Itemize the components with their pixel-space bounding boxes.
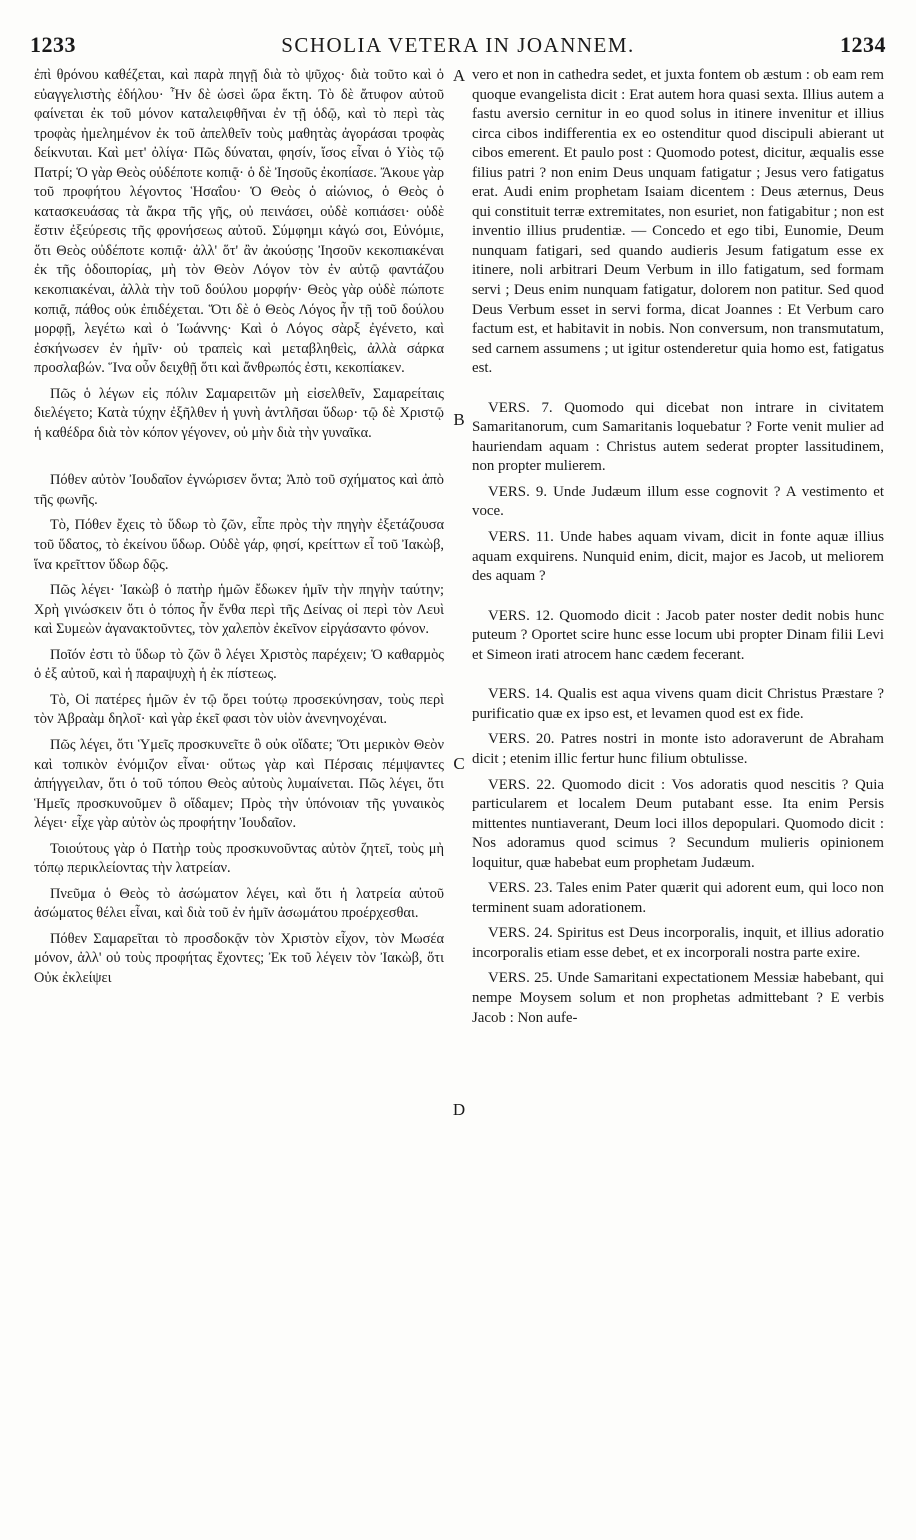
greek-paragraph: Πῶς λέγει· Ἰακὼβ ὁ πατὴρ ἡμῶν ἔδωκεν ἡμῖν τὴν πηγὴν ταύτην; Χρὴ γινώσκειν ὅτι ὁ τόπος ἦν ἔνθα περὶ τῆς Δείνας οἱ περὶ τὸν Λευὶ καὶ Συμεὼν ἀγανακτοῦντες, τὸν χαλεπὸν ἐκεῖνον εἰργάσαντο φόνον.: [34, 582, 444, 638]
running-title: SCHOLIA VETERA IN JOANNEM.: [281, 33, 635, 57]
greek-paragraph: Πόθεν Σαμαρεῖται τὸ προσδοκᾷν τὸν Χριστὸν εἶχον, τὸν Μωσέα μόνον, ἀλλ' οὐ τοὺς προφήτας ἔχοντες; Ἐκ τοῦ λέγειν τὸν Ἰακὼβ, ὅτι Οὐκ ἐκλείψει: [34, 930, 444, 986]
greek-paragraph: Τὸ, Οἱ πατέρες ἡμῶν ἐν τῷ ὄρει τούτῳ προσεκύνησαν, τοὺς περὶ τὸν Ἀβραὰμ δηλοῖ· καὶ γὰρ ἐκεῖ φασι τὸν υἱὸν ἀνενηνοχέναι.: [34, 691, 444, 728]
page-number-right: 1234: [840, 32, 886, 57]
latin-paragraph: VERS. 7. Quomodo qui dicebat non intrare in civitatem Samaritanorum, cum Samaritanis loquebatur ? Forte venit mulier ad hauriendam aquam : Christus autem sederat propter lassitudinem, non propter mulierem.: [472, 399, 884, 475]
latin-paragraph: VERS. 9. Unde Judæum illum esse cognovit ? A vestimento et voce.: [472, 483, 884, 520]
latin-paragraph: VERS. 14. Qualis est aqua vivens quam dicit Christus Præstare ? purificatio quæ ex ipso est, et levamen quod est ex fide.: [472, 686, 884, 722]
latin-paragraph: VERS. 20. Patres nostri in monte isto adoraverunt de Abraham dicit ; etenim illic fertur hunc filium obtulisse.: [472, 731, 884, 767]
greek-paragraph: Ποῖόν ἐστι τὸ ὕδωρ τὸ ζῶν ὃ λέγει Χριστὸς παρέχειν; Ὁ καθαρμὸς ὁ ἐξ αὐτοῦ, καὶ ἡ παραψυχὴ ἡ ἐκ πίστεως.: [34, 646, 444, 683]
latin-paragraph: VERS. 11. Unde habes aquam vivam, dicit in fonte aquæ illius aquam exquirens. Nunquid enim, dicit, major es Jacob, ut meliorem des aquam ?: [472, 529, 884, 585]
latin-paragraph: vero et non in cathedra sedet, et juxta fontem ob æstum : ob eam rem quoque evangelista dicit : Erat autem hora quasi sexta. Illius autem a fastu aversio cernitur in eo quod solus in itinere invenitur et illius circa cibos indifferentia ex eo ostenditur quod discipuli abierant ut cibos emerent. Et paulo post : Quomodo potest, dicitur, æqualis esse filius patri ? non enim Deus unquam fatigatur ; Jesus vero fatigatus erat. Audi enim prophetam Isaiam dicentem : Deus æternus, Deus qui constituit terræ extremitates, non esuriet, non fatigabitur ; non est inventio illius prudentiæ. — Concedo et ego tibi, Eunomie, Deum nunquam fatigari, sed quando audieris Jesum fatigatum esse ex itinere, noli arbitrari Deum Verbum in illo fatigatum, sed formam servi ; Deus enim nunquam fatigatur, dolorem non patitur. Sed quod Deus Verbum esset in servi forma, dicat Joannes : Et Verbum caro factum est, et habitavit in nobis. Non conversum, non transmutatum, sed carnem assumens ; ut igitur ostenderetur quia homo est, fatigatus est.: [472, 67, 884, 377]
greek-paragraph: Πῶς λέγει, ὅτι Ὑμεῖς προσκυνεῖτε ὃ οὐκ οἴδατε; Ὅτι μερικὸν Θεὸν καὶ τοπικὸν ἐνόμιζον εἶναι· οὕτως γὰρ καὶ Πέρσαις πέμψαντες ἀπήγγειλαν, ὅτι ὁ τοῦ τόπου Θεὸς αὐτοὺς λυμαίνεται. Πῶς λέγει, ὅτι Ἡμεῖς προσκυνοῦμεν ὃ οἴδαμεν; Πρὸς τὴν ὑπόνοιαν τῆς γυναικὸς λέγει· εἶχε γὰρ αὐτὸν ὡς προφήτην Ἰουδαῖον.: [34, 736, 444, 832]
latin-paragraph: VERS. 12. Quomodo dicit : Jacob pater noster dedit nobis hunc puteum ? Oportet scire hunc esse locum ubi propter Dinam filii Levi et Simeon irati atrocem hanc cædem fecerant.: [472, 607, 884, 663]
latin-column: [472, 66, 884, 1531]
running-header: [30, 32, 886, 60]
greek-paragraph: Πόθεν αὐτὸν Ἰουδαῖον ἐγνώρισεν ὄντα; Ἀπὸ τοῦ σχήματος καὶ ἀπὸ τῆς φωνῆς.: [34, 472, 444, 508]
margin-letter-a: A: [452, 66, 466, 85]
page-number-left: 1233: [30, 32, 76, 57]
margin-letter-b: B: [453, 410, 465, 429]
greek-paragraph: Τοιούτους γὰρ ὁ Πατὴρ τοὺς προσκυνοῦντας αὐτὸν ζητεῖ, τοὺς μὴ τόπῳ περικλείοντας τὴν λατρείαν.: [34, 840, 444, 877]
greek-paragraph: ἐπὶ θρόνου καθέζεται, καὶ παρὰ πηγῇ διὰ τὸ ψῦχος· διὰ τοῦτο καὶ ὁ εὐαγγελιστὴς ἐδήλου· Ἦν δὲ ὡσεὶ ὥρα ἕκτη. Τὸ δὲ ἄτυφον αὐτοῦ φαίνεται ἐκ τοῦ μόνον καταλειφθῆναι ἐν τῇ ὁδῷ, καὶ τὸ περὶ τὰς τροφὰς ἠμελημένον ἐκ τοῦ ἀπελθεῖν τοὺς μαθητὰς ἀγοράσαι τροφὰς δείκνυται. Καὶ μετ' ὀλίγα· Πῶς δύναται, φησίν, ἴσος εἶναι ὁ Υἱὸς τῷ Πατρί; Ὁ γὰρ Θεὸς οὐδέποτε κοπιᾷ· ὁ δὲ Ἰησοῦς ἐκοπίασε. Ἄκουε γὰρ τοῦ προφήτου λέγοντος Ἡσαΐου· Ὁ Θεὸς ὁ αἰώνιος, ὁ Θεὸς ὁ κατασκευάσας τὰ ἄκρα τῆς γῆς, οὐ πεινάσει, οὐδὲ κοπιάσει· οὐδὲ ἔστιν ἐξεύρεσις τῆς φρονήσεως αὐτοῦ. Σύμφημι κἀγώ σοι, Εὐνόμιε, ὅτι Θεὸς οὐδέποτε κοπιᾷ· ἀλλ' ὅτ' ἂν ἀκούσῃς Ἰησοῦν κεκοπιακέναι ἐκ τῆς ὁδοιπορίας, μὴ τὸν Θεὸν Λόγον τὸν ἐν αὐτῷ φαντάζου κεκοπιακέναι, ἀλλὰ τὴν τοῦ δούλου μορφήν· Θεὸς γὰρ οὐδὲ πώποτε κοπιᾷ, πάθος οὐκ ἐπιδέχεται. Ὅτι δὲ ὁ Θεὸς Λόγος ἦν τῇ τοῦ δούλου μορφῇ, λεγέτω καὶ ὁ Ἰωάννης· Καὶ ὁ Λόγος σὰρξ ἐγένετο, καὶ ἐσκήνωσεν ἐν ἡμῖν· οὐ τραπεὶς καὶ μεταβληθεὶς, ἀλλὰ σάρκα προσλαβών. Ἵνα οὖν δειχθῇ ὅτι καὶ ἄνθρωπός ἐστι, κεκοπίακεν.: [34, 67, 444, 377]
greek-paragraph: Πνεῦμα ὁ Θεὸς τὸ ἀσώματον λέγει, καὶ ὅτι ἡ λατρεία αὐτοῦ ἀσώματος θέλει εἶναι, καὶ διὰ τοῦ ἐν ἡμῖν ἀσωμάτου προέρχεσθαι.: [34, 885, 444, 922]
latin-paragraph: VERS. 25. Unde Samaritani expectationem Messiæ habebant, qui nempe Moysem solum et non prophetas admittebant ? E verbis Jacob : Non aufe-: [472, 970, 884, 1026]
margin-letter-d: D: [452, 1100, 466, 1119]
latin-paragraph: VERS. 24. Spiritus est Deus incorporalis, inquit, et illius adoratio incorporalis etiam esse debet, et ex incorporali nostra parte exire.: [472, 925, 884, 961]
greek-column: [34, 66, 444, 1531]
greek-paragraph: Τὸ, Πόθεν ἔχεις τὸ ὕδωρ τὸ ζῶν, εἶπε πρὸς τὴν πηγὴν ἐξετάζουσα τοῦ ὕδατος, τὸ ἐκείνου ὕδωρ. Οὐδὲ γάρ, φησί, κρείττων εἶ τοῦ Ἰακὼβ, ἵνα κρεῖττον ὕδωρ δῷς.: [34, 517, 444, 573]
margin-letter-c: C: [453, 754, 465, 773]
greek-paragraph: Πῶς ὁ λέγων εἰς πόλιν Σαμαρειτῶν μὴ εἰσελθεῖν, Σαμαρείταις διελέγετο; Κατὰ τύχην ἐξῆλθεν ἡ γυνὴ ἀντλῆσαι ὕδωρ· τῷ δὲ Χριστῷ ἡ καθέδρα διὰ τὸν κόπον γέγονεν, οὐ μὴν διὰ τὴν γυναῖκα.: [34, 385, 444, 441]
latin-paragraph: VERS. 22. Quomodo dicit : Vos adoratis quod nescitis ? Quia particularem et localem Deum putabant esse. Ita enim Persis mittentes nuntiaverant, Deum loci illos depopulari. Quomodo dicit : Nos adoramus quod scimus ? Secundum mulieris opinionem loquitur, quæ habebat eum prophetam Judæum.: [472, 776, 884, 871]
latin-paragraph: VERS. 23. Tales enim Pater quærit qui adorent eum, qui loco non terminent suam adorationem.: [472, 880, 884, 916]
